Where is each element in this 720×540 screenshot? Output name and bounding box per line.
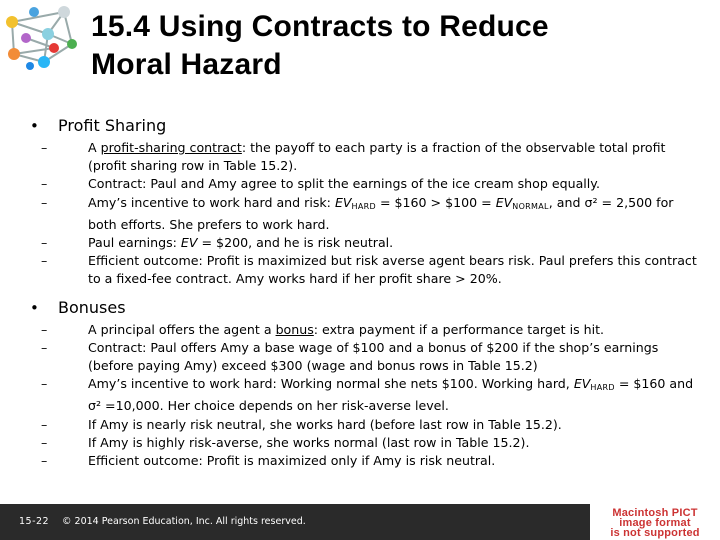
- ev-symbol: EV: [573, 376, 591, 392]
- slide-title-line-2: Moral Hazard: [91, 48, 282, 81]
- molecule-logo-icon: [4, 4, 84, 74]
- dash-icon: –: [41, 416, 48, 432]
- dash-icon: –: [41, 235, 48, 251]
- text-segment: , and σ² = 2,500 for both efforts. She prefers to work hard.: [88, 194, 674, 232]
- ev-subscript: HARD: [590, 383, 615, 393]
- bullet-dot-icon: •: [30, 117, 39, 135]
- dash-icon: –: [41, 253, 48, 269]
- list-item: [28, 416, 698, 434]
- text-segment: Contract: Paul offers Amy a base wage of $100 and a bonus of $200 if the shop’s earnings (before paying Amy) exceed $300 (wage and bonus rows in Table 15.2): [88, 339, 659, 374]
- list-item: [28, 339, 698, 375]
- missing-image-placeholder: [590, 504, 720, 540]
- page-number: 15-22: [19, 516, 50, 527]
- ev-subscript: NORMAL: [512, 201, 549, 211]
- copyright-text: © 2014 Pearson Education, Inc. All rights reserved.: [62, 516, 306, 527]
- dash-icon: –: [41, 434, 48, 450]
- list-item: [28, 434, 698, 452]
- list-item: [28, 234, 698, 252]
- ev-subscript: HARD: [351, 201, 376, 211]
- text-segment: A: [88, 140, 101, 155]
- bullet-heading: Profit Sharing: [58, 116, 167, 135]
- dash-icon: –: [41, 339, 48, 355]
- missing-image-text-1: Macintosh PICT: [612, 507, 698, 519]
- text-segment: Efficient outcome: Profit is maximized only if Amy is risk neutral.: [88, 453, 496, 469]
- term-profit-sharing-contract: profit-sharing contract: [100, 140, 242, 155]
- text-segment: If Amy is nearly risk neutral, she works hard (before last row in Table 15.2).: [88, 416, 562, 432]
- ev-symbol: EV: [180, 235, 198, 251]
- text-segment: = $200, and he is risk neutral.: [197, 235, 394, 251]
- list-item: [28, 375, 698, 415]
- text-segment: Amy’s incentive to work hard and risk:: [88, 194, 335, 210]
- missing-image-text-3: is not supported: [610, 527, 700, 539]
- text-segment: Efficient outcome: Profit is maximized but risk averse agent bears risk. Paul prefers this contract to a fixed-fee contract. Amy works hard if her profit share > 20%.: [88, 253, 697, 287]
- missing-image-text-2: image format: [619, 517, 691, 529]
- text-segment: Paul earnings:: [88, 235, 181, 251]
- slide-footer: [0, 504, 720, 540]
- list-item: [28, 252, 698, 288]
- bullet-heading: Bonuses: [58, 297, 126, 317]
- dash-icon: –: [41, 140, 48, 155]
- dash-icon: –: [41, 321, 48, 337]
- ev-symbol: EV: [334, 194, 352, 210]
- text-segment: If Amy is highly risk-averse, she works normal (last row in Table 15.2).: [88, 434, 530, 450]
- text-segment: = $160 and σ² =10,000. Her choice depends on her risk-averse level.: [88, 376, 694, 414]
- bullet-bonuses: [28, 297, 698, 319]
- list-item: [28, 139, 698, 175]
- ev-symbol: EV: [495, 194, 513, 210]
- list-item: [28, 321, 698, 339]
- text-segment: = $160 > $100 =: [375, 194, 496, 210]
- list-item: [28, 452, 698, 470]
- footer-bar: [0, 504, 590, 540]
- dash-icon: –: [41, 194, 48, 210]
- text-segment: A principal offers the agent a: [88, 321, 276, 337]
- dash-icon: –: [41, 453, 48, 469]
- slide-title: [91, 8, 711, 84]
- dash-icon: –: [41, 176, 48, 192]
- slide-body: [28, 115, 698, 478]
- list-item: [28, 194, 698, 234]
- text-segment: : extra payment if a performance target is hit.: [313, 321, 605, 337]
- text-segment: : the payoff to each party is a fraction of the observable total profit (profit sharing row in Table 15.2).: [88, 140, 666, 174]
- profit-sharing-sub-list: [28, 139, 698, 289]
- bonuses-sub-list: [28, 321, 698, 471]
- text-segment: Amy’s incentive to work hard: Working normal she nets $100. Working hard,: [88, 376, 574, 392]
- slide-title-line-1: 15.4 Using Contracts to Reduce: [91, 10, 549, 43]
- bullet-profit-sharing: [28, 115, 698, 137]
- bullet-dot-icon: •: [30, 298, 39, 317]
- dash-icon: –: [41, 376, 48, 392]
- list-item: [28, 175, 698, 193]
- text-segment: Contract: Paul and Amy agree to split the earnings of the ice cream shop equally.: [88, 176, 600, 192]
- term-bonus: bonus: [275, 321, 314, 337]
